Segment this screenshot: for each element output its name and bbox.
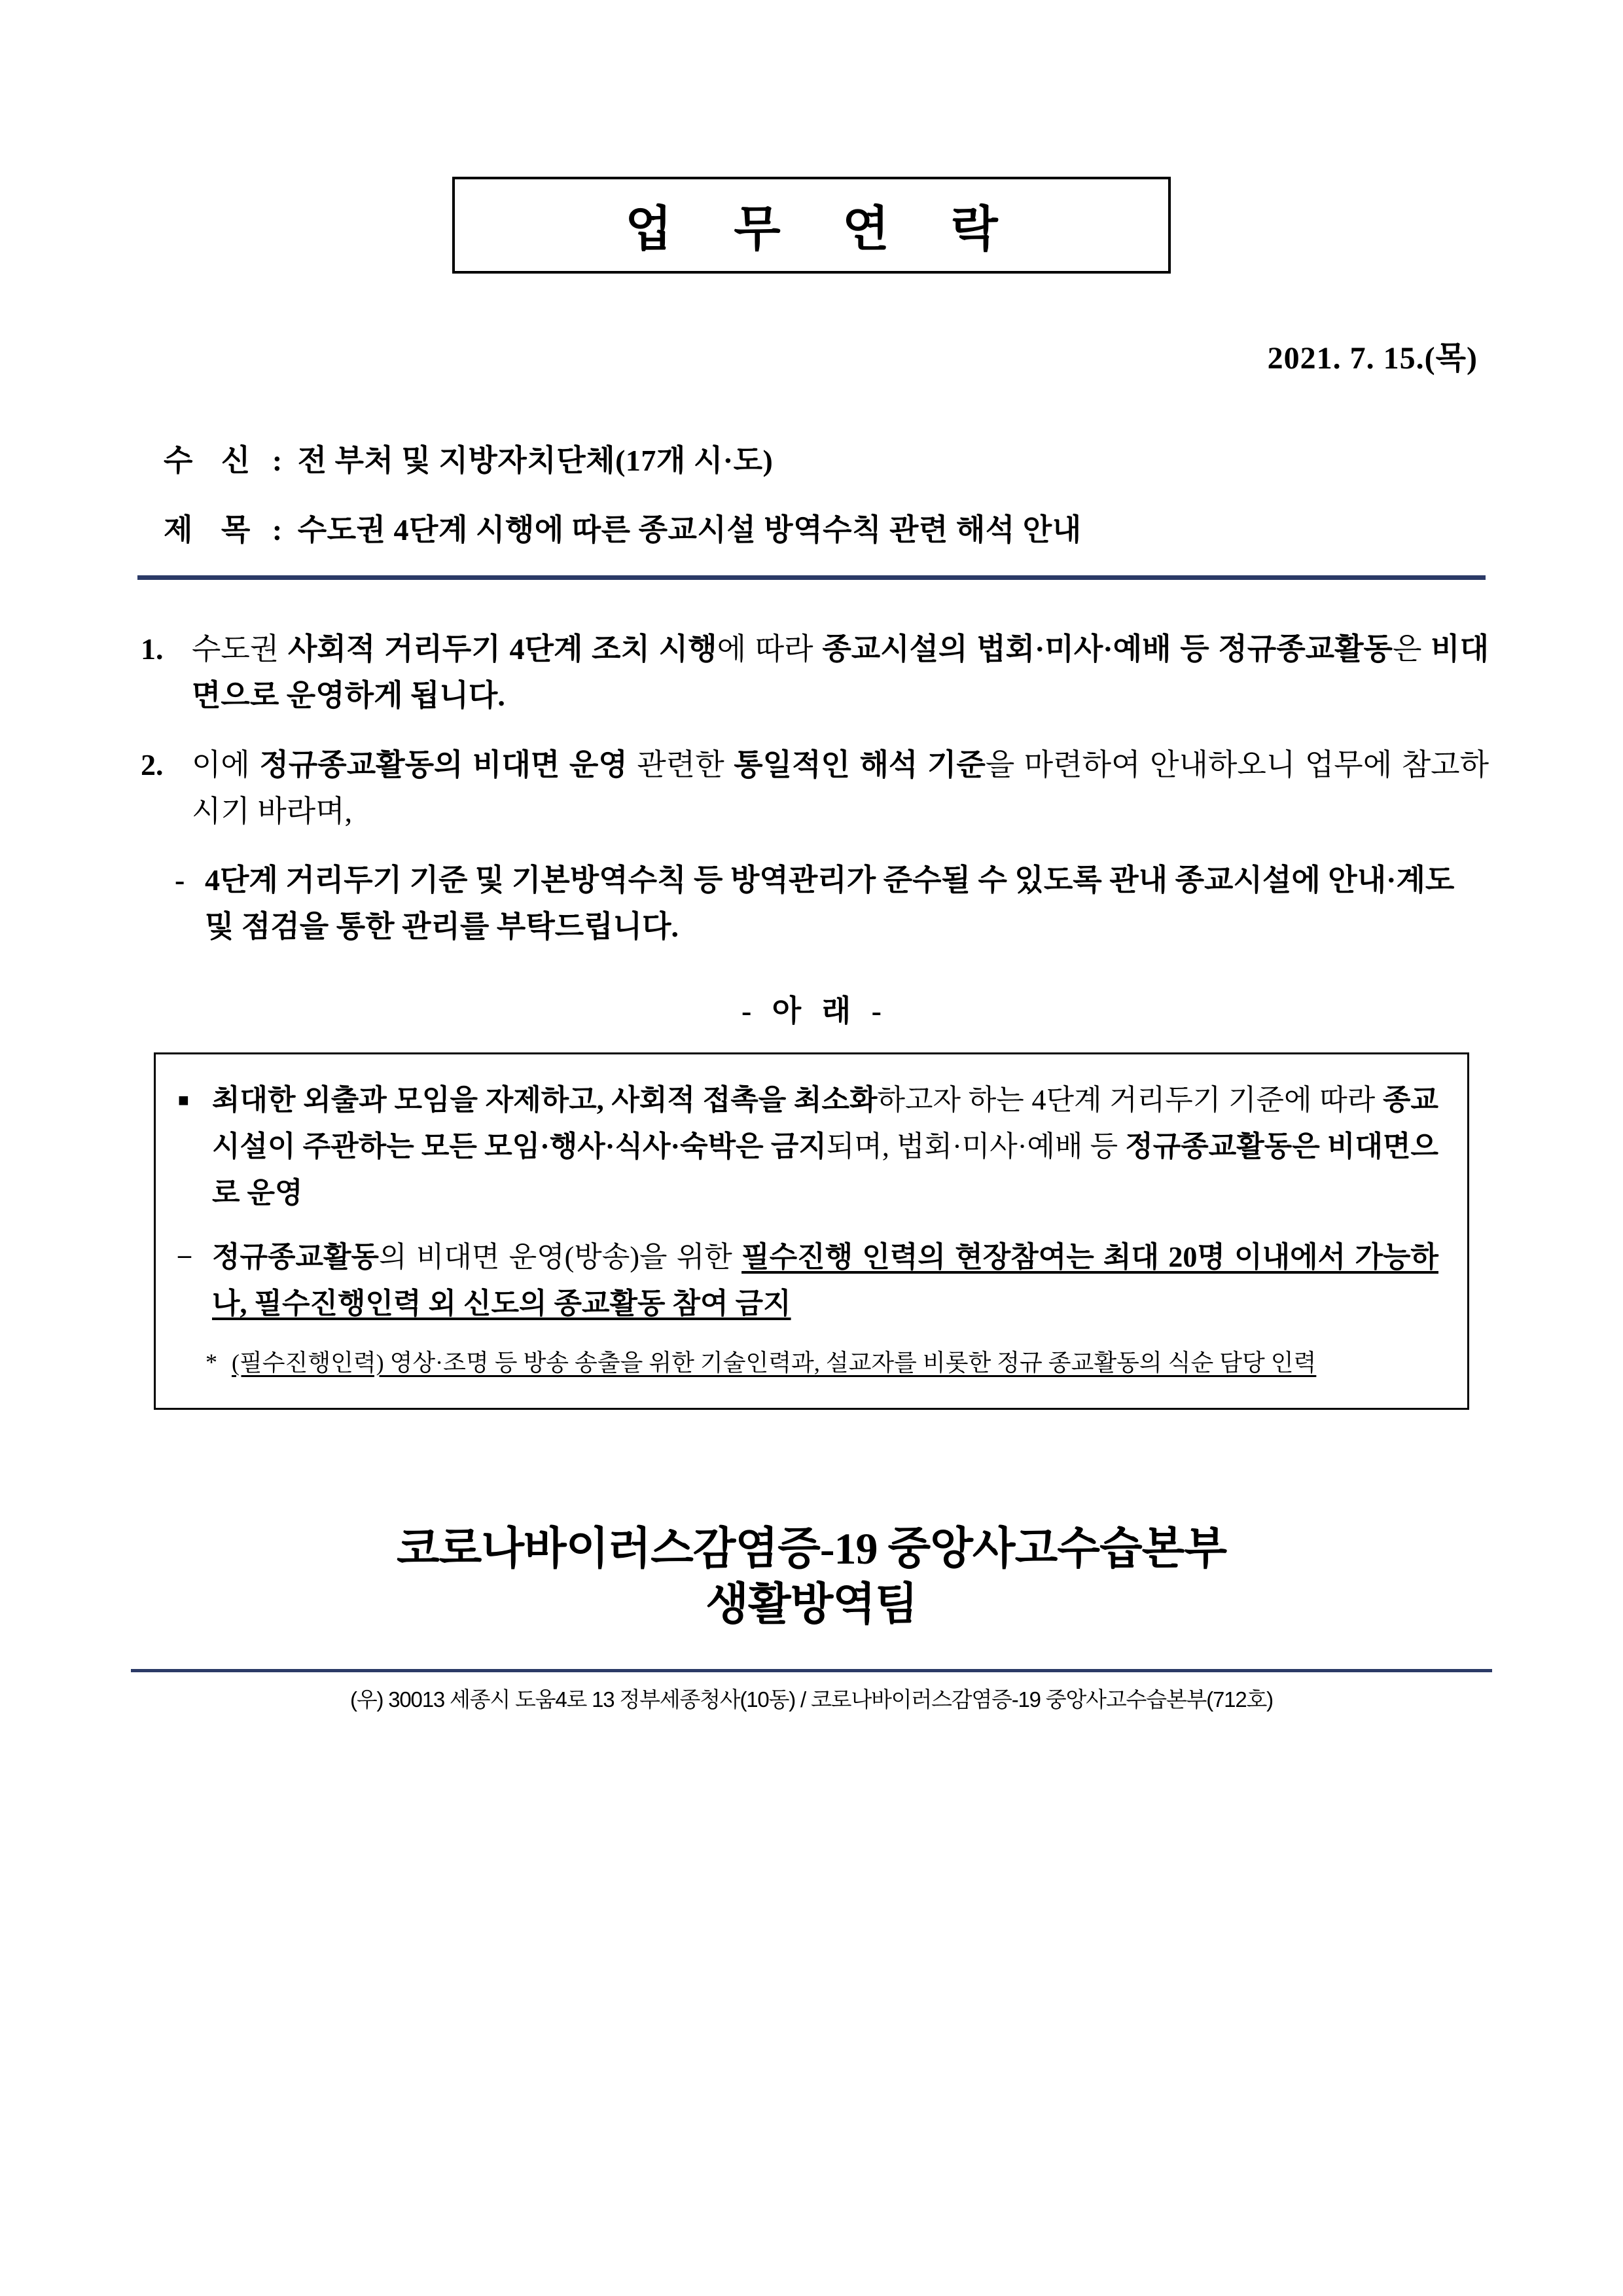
dash-item [175,857,1489,950]
dash-item-text: 4단계 거리두기 기준 및 기본방역수칙 등 방역관리가 준수될 수 있도록 관내 종교시설에 안내·계도 및 점검을 통한 관리를 부탁드립니다. [205,863,1455,944]
recipient-value: 전 부처 및 지방자치단체(17개 시·도) [297,444,774,477]
item-1-seg-5: 은 [1393,632,1431,666]
item-1-seg-2: 사회적 거리두기 4단계 조치 시행 [288,632,717,666]
box-b1-seg-4: 되며, 법회·미사·예배 등 [826,1130,1126,1163]
below-marker: - 아 래 - [741,994,888,1028]
highlight-box [154,1052,1469,1410]
numbered-item-1 [141,626,1489,719]
box-bullet-2-text [212,1234,1438,1327]
item-1-seg-3: 에 따라 [717,632,823,666]
item-1-text [192,626,1489,719]
box-footnote-text: (필수진행인력) 영상·조명 등 방송 송출을 위한 기술인력과, 설교자를 비롯한 정규 종교활동의 식순 담당 인력 [232,1350,1317,1376]
box-b1-seg-1: 최대한 외출과 모임을 자제하고, 사회적 접촉을 최소화 [212,1083,878,1116]
box-b2-seg-1: 정규종교활동 [212,1240,380,1273]
item-2-marker: 2. [141,747,164,781]
item-2-seg-1: 이에 [192,747,260,781]
box-bullet-1-text [212,1077,1438,1217]
header-divider [137,575,1486,580]
box-b2-seg-2: 의 비대면 운영(방송)을 위한 [379,1240,742,1273]
title-box [452,177,1171,274]
subject-value: 수도권 4단계 시행에 따른 종교시설 방역수칙 관련 해석 안내 [297,513,1082,547]
recipient-separator: : [260,444,298,477]
document-date: 2021. 7. 15.(목) [1267,341,1478,376]
subject-label: 제 목 [164,513,261,547]
item-1-seg-6: 비대면으로 운영하게 됩니다. [192,632,1489,713]
box-footnote [205,1344,1438,1382]
item-2-seg-3: 관련한 [627,747,734,781]
dash-bullet-icon: – [178,1239,191,1269]
item-2-text [192,742,1489,835]
issuing-organization [0,1521,1623,1632]
item-2-seg-2: 정규종교활동의 비대면 운영 [259,747,628,781]
footer-address: (우) 30013 세종시 도움4로 13 정부세종청사(10동) / 코로나바이러스감염증-19 중앙사고수습본부(712호) [350,1687,1273,1712]
item-2-seg-4: 통일적인 해석 기준 [734,747,986,781]
box-bullet-2 [178,1234,1438,1327]
recipient-label: 수 신 [164,444,261,477]
footer-divider [131,1669,1492,1672]
box-b1-seg-3: 종교시설이 주관하는 모든 모임·행사·식사·숙박은 금지 [212,1083,1438,1163]
title-container [0,0,1623,274]
box-bullet-1 [178,1077,1438,1217]
organization-line-1: 코로나바이러스감염증-19 중앙사고수습본부 [396,1524,1227,1574]
numbered-item-2 [141,742,1489,835]
square-bullet-icon: ■ [178,1090,189,1111]
document-body [0,626,1623,1410]
item-1-seg-1: 수도권 [192,632,289,666]
subject-row [164,506,1486,549]
document-title: 업 무 연 락 [625,203,1023,257]
asterisk-icon: * [205,1349,217,1376]
dash-item-marker: - [175,863,185,897]
box-b2-seg-3: 필수진행 인력의 현장참여는 최대 20명 이내에서 가능하나, 필수진행인력 외 신도의 종교활동 참여 금지 [212,1240,1438,1319]
item-1-seg-4: 종교시설의 법회·미사·예배 등 정규종교활동 [822,632,1393,666]
box-b1-seg-2: 하고자 하는 4단계 거리두기 기준에 따라 [877,1083,1383,1116]
recipient-row [164,437,1486,480]
header-fields [0,437,1623,549]
item-2-seg-5: 을 마련하여 안내하오니 업무에 참고하시기 바라며, [192,747,1489,828]
item-1-marker: 1. [141,632,164,666]
organization-line-2: 생활방역팀 [705,1579,918,1630]
subject-separator: : [260,513,298,547]
box-b1-seg-5: 정규종교활동은 비대면으로 운영 [212,1130,1438,1210]
